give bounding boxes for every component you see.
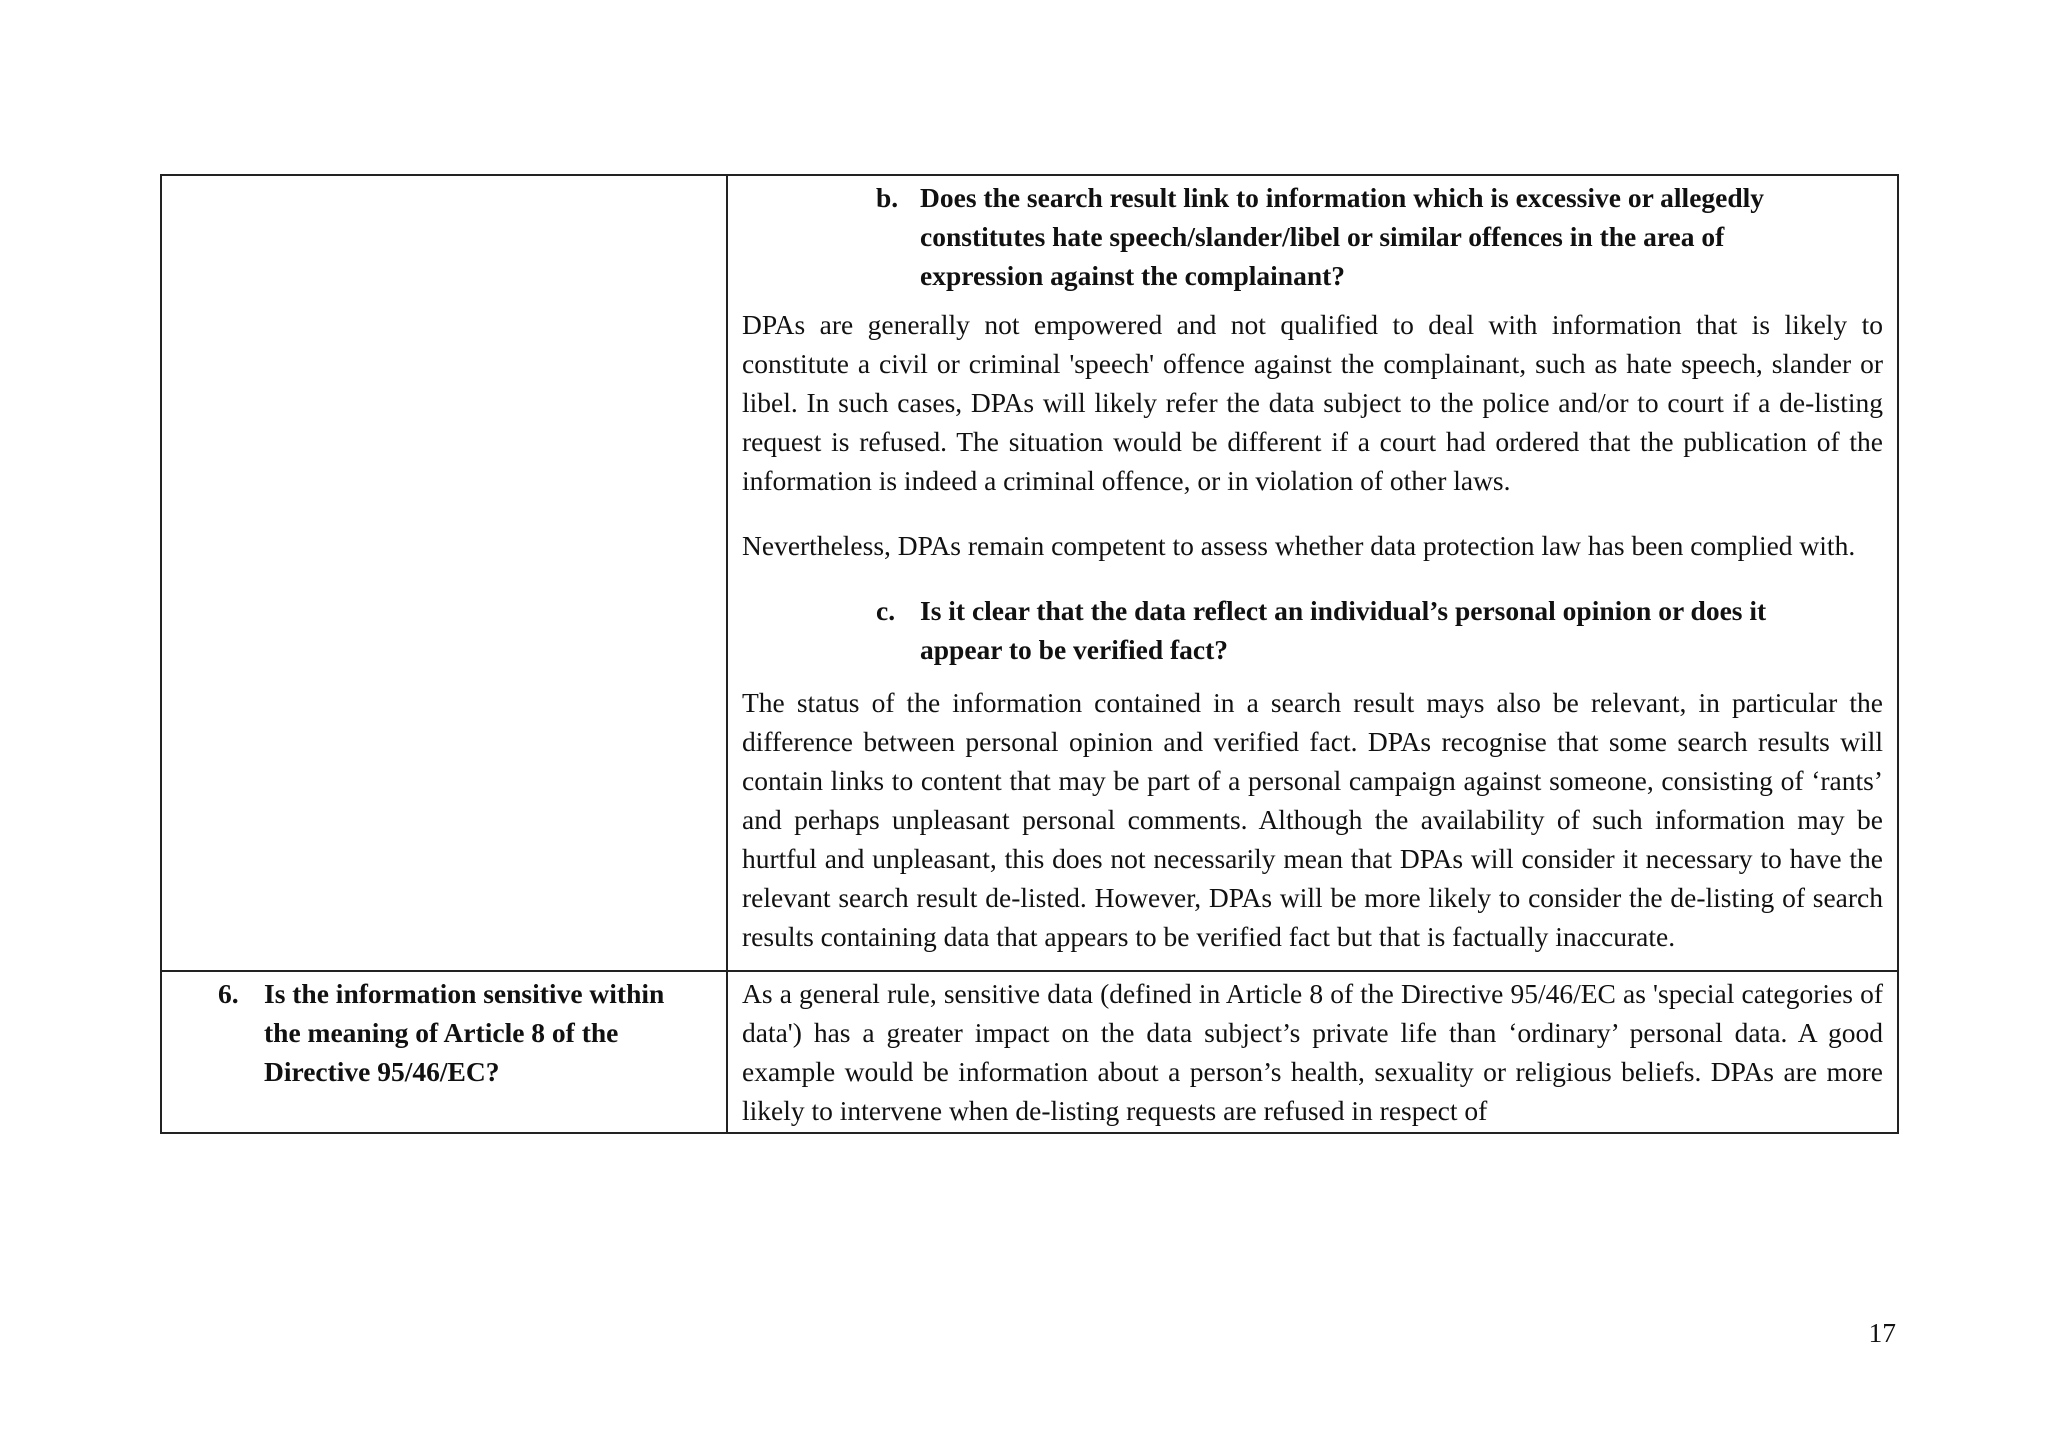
question-text: Is the information sensitive within the meaning of Article 8 of the Directive 95/46/EC? — [264, 978, 665, 1087]
subsection-b-text: Does the search result link to information which is excessive or allegedly constitutes hate speech/slander/libel or similar offences in the area of expression against the complainant? — [920, 182, 1765, 291]
page-number: 17 — [1868, 1317, 1896, 1348]
paragraph-opinion-vs-fact: The status of the information contained in a search result mays also be relevant, in particular the difference between personal opinion and verified fact. DPAs recognise that some search results will contain links to content that may be part of a personal campaign against someone, consisting of ‘rants’ and perhaps unpleasant personal comments. Although the availability of such information may be hurtful and unpleasant, this does not necessarily mean that DPAs will consider it necessary to have the relevant search result de-listed. However, DPAs will be more likely to consider the de-listing of search results containing data that appears to be verified fact but that is factually inaccurate. — [742, 687, 1883, 952]
subsection-c-heading — [876, 591, 1843, 669]
table-row — [161, 175, 1898, 971]
question-heading — [218, 974, 704, 1091]
paragraph-speech-offences: DPAs are generally not empowered and not qualified to deal with information that is likely to constitute a civil or criminal 'speech' offence against the complainant, such as hate speech, slander or libel. In such cases, DPAs will likely refer the data subject to the police and/or to court if a de-listing request is refused. The situation would be different if a court had ordered that the publication of the information is indeed a criminal offence, or in violation of other laws. — [742, 309, 1883, 496]
question-number: 6. — [218, 978, 239, 1009]
row1-right-cell — [727, 175, 1898, 971]
table-row — [161, 971, 1898, 1133]
row2-right-cell — [727, 971, 1898, 1133]
row2-left-cell — [161, 971, 727, 1133]
subsection-c-marker: c. — [876, 595, 896, 626]
subsection-b-marker: b. — [876, 182, 899, 213]
subsection-b-heading — [876, 178, 1843, 295]
criteria-table — [160, 174, 1899, 1134]
subsection-c-text: Is it clear that the data reflect an individual’s personal opinion or does it appear to be verified fact? — [920, 595, 1767, 665]
row1-left-cell — [161, 175, 727, 971]
paragraph-sensitive-data: As a general rule, sensitive data (defined in Article 8 of the Directive 95/46/EC as 'special categories of data') has a greater impact on the data subject’s private life than ‘ordinary’ personal data. A good example would be information about a person’s health, sexuality or religious beliefs. DPAs are more likely to intervene when de-listing requests are refused in respect of — [742, 978, 1883, 1126]
paragraph-dpa-competence: Nevertheless, DPAs remain competent to assess whether data protection law has been complied with. — [742, 530, 1856, 561]
